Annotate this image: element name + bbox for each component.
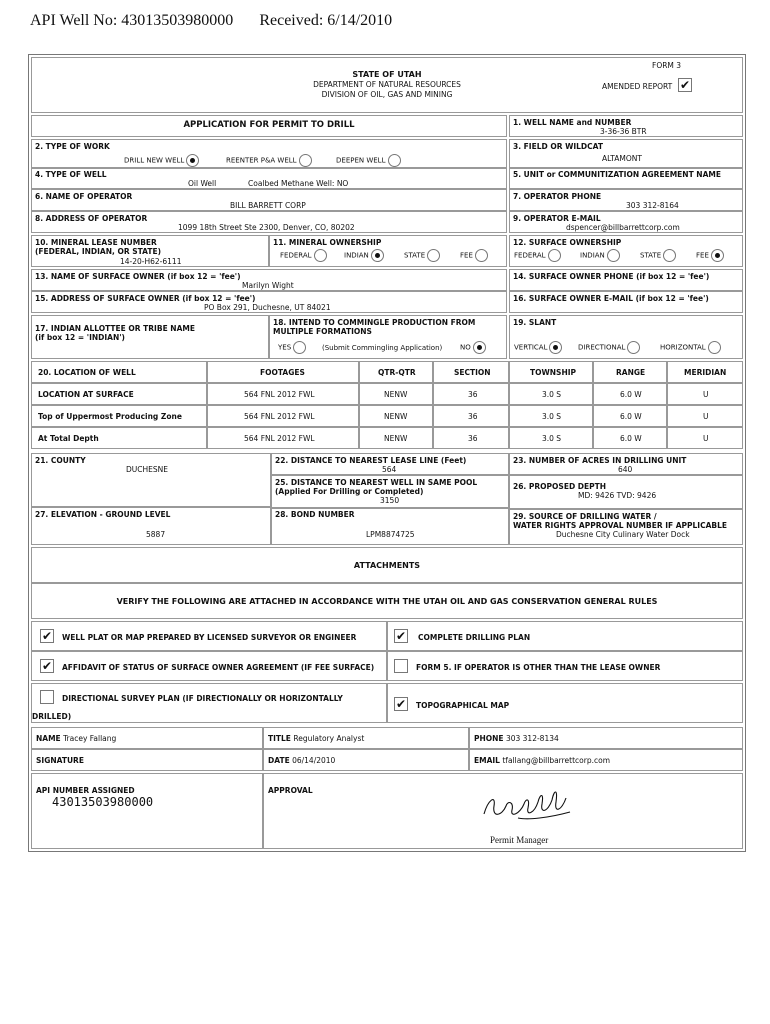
radio-icon bbox=[427, 249, 440, 262]
row-label bbox=[31, 427, 207, 449]
allottee-cell bbox=[31, 315, 269, 359]
field-label: 3. FIELD OR WILDCAT bbox=[513, 142, 604, 151]
permit-form bbox=[28, 54, 746, 852]
county-value: DUCHESNE bbox=[126, 465, 168, 474]
department-title: DEPARTMENT OF NATURAL RESOURCES bbox=[313, 80, 461, 89]
api-well-number: API Well No: 43013503980000 bbox=[30, 12, 234, 29]
coalbed-methane-value: Coalbed Methane Well: NO bbox=[248, 179, 349, 188]
cell: LOCATION AT SURFACE bbox=[38, 390, 134, 399]
slant-vertical-option[interactable] bbox=[514, 341, 562, 354]
cell: 564 FNL 2012 FWL bbox=[244, 434, 315, 443]
radio-icon bbox=[371, 249, 384, 262]
surface-fee-option[interactable] bbox=[696, 249, 724, 262]
section-cell bbox=[433, 383, 509, 405]
radio-icon bbox=[548, 249, 561, 262]
radio-icon bbox=[475, 249, 488, 262]
surface-owner-phone-cell bbox=[509, 269, 743, 291]
section-cell bbox=[433, 405, 509, 427]
attachment-topo-map[interactable] bbox=[387, 683, 743, 723]
surface-address-value: PO Box 291, Duchesne, UT 84021 bbox=[204, 303, 331, 312]
lease-line-value: 564 bbox=[382, 465, 397, 474]
lease-value: 14-20-H62-6111 bbox=[120, 257, 182, 266]
footages-cell bbox=[207, 427, 359, 449]
meridian-cell bbox=[667, 383, 743, 405]
address-label: 8. ADDRESS OF OPERATOR bbox=[35, 214, 148, 223]
header-cell: RANGE bbox=[616, 368, 646, 377]
surface-indian-option[interactable] bbox=[580, 249, 620, 262]
cell: NENW bbox=[384, 434, 408, 443]
attachments-title: ATTACHMENTS bbox=[353, 561, 421, 570]
attachment-label: WELL PLAT OR MAP PREPARED BY LICENSED SURVEYOR OR ENGINEER bbox=[62, 633, 357, 642]
field-value: 303 312-8134 bbox=[505, 734, 559, 743]
signature-label: SIGNATURE bbox=[36, 756, 84, 765]
attachment-label: COMPLETE DRILLING PLAN bbox=[418, 633, 531, 642]
surface-owner-phone-label: 14. SURFACE OWNER PHONE (if box 12 = 'fee') bbox=[513, 272, 710, 281]
location-header bbox=[31, 361, 207, 383]
cell: 3.0 S bbox=[542, 412, 562, 421]
email-label: 9. OPERATOR E-MAIL bbox=[513, 214, 601, 223]
radio-icon bbox=[314, 249, 327, 262]
application-title: APPLICATION FOR PERMIT TO DRILL bbox=[183, 120, 355, 130]
lease-label: 10. MINERAL LEASE NUMBER bbox=[35, 238, 157, 247]
api-assigned-value: 43013503980000 bbox=[52, 795, 154, 809]
bond-cell bbox=[271, 507, 509, 545]
near-well-label: 25. DISTANCE TO NEAREST WELL IN SAME POOL bbox=[275, 478, 478, 487]
surface-email-cell bbox=[509, 291, 743, 313]
received-date: Received: 6/14/2010 bbox=[259, 12, 393, 29]
surface-owner-label: 13. NAME OF SURFACE OWNER (if box 12 = 'fee') bbox=[35, 272, 241, 281]
api-assigned-label: API NUMBER ASSIGNED bbox=[36, 786, 135, 795]
footages-cell bbox=[207, 383, 359, 405]
email-value: dspencer@billbarrettcorp.com bbox=[566, 223, 680, 232]
field-value: tfallang@billbarrettcorp.com bbox=[502, 756, 611, 765]
api-assigned-cell bbox=[31, 773, 263, 849]
attachment-form5[interactable] bbox=[387, 651, 743, 681]
option-label: DIRECTIONAL bbox=[578, 343, 626, 352]
option-label: REENTER P&A WELL bbox=[226, 156, 297, 165]
township-header bbox=[509, 361, 593, 383]
address-cell bbox=[31, 211, 507, 233]
depth-cell bbox=[509, 475, 743, 509]
allottee-label: 17. INDIAN ALLOTTEE OR TRIBE NAME bbox=[35, 324, 195, 333]
cell: Top of Uppermost Producing Zone bbox=[38, 412, 182, 421]
slant-horizontal-option[interactable] bbox=[660, 341, 721, 354]
cell: U bbox=[703, 390, 709, 399]
near-well-cell bbox=[271, 475, 509, 509]
depth-label: 26. PROPOSED DEPTH bbox=[513, 482, 607, 491]
amended-report-label: AMENDED REPORT bbox=[602, 82, 673, 91]
range-cell bbox=[593, 405, 667, 427]
township-cell bbox=[509, 405, 593, 427]
acres-cell bbox=[509, 453, 743, 475]
option-label: DEEPEN WELL bbox=[336, 156, 386, 165]
cell: 36 bbox=[468, 434, 478, 443]
date-line bbox=[268, 756, 335, 765]
meridian-header bbox=[667, 361, 743, 383]
mineral-federal-option[interactable] bbox=[280, 249, 327, 262]
qtr-cell bbox=[359, 427, 433, 449]
footages-cell bbox=[207, 405, 359, 427]
title-block bbox=[31, 57, 743, 113]
elevation-label: 27. ELEVATION - GROUND LEVEL bbox=[35, 510, 171, 519]
operator-value: BILL BARRETT CORP bbox=[230, 201, 306, 210]
acres-label: 23. NUMBER OF ACRES IN DRILLING UNIT bbox=[513, 456, 687, 465]
type-of-well-cell bbox=[31, 167, 507, 189]
deepen-well-option[interactable] bbox=[336, 154, 401, 167]
option-label: DRILL NEW WELL bbox=[124, 156, 185, 165]
elevation-value: 5887 bbox=[146, 530, 166, 539]
qtr-cell bbox=[359, 383, 433, 405]
contact-title-line bbox=[268, 734, 364, 743]
field-label: TITLE bbox=[268, 734, 291, 743]
range-header bbox=[593, 361, 667, 383]
cell: 564 FNL 2012 FWL bbox=[244, 412, 315, 421]
range-cell bbox=[593, 383, 667, 405]
radio-icon bbox=[607, 249, 620, 262]
acres-value: 640 bbox=[618, 465, 633, 474]
field-value: Regulatory Analyst bbox=[293, 734, 365, 743]
attachment-affidavit[interactable] bbox=[31, 651, 387, 681]
header-cell: QTR-QTR bbox=[378, 368, 416, 377]
email-cell bbox=[509, 211, 743, 233]
cell: 6.0 W bbox=[620, 434, 642, 443]
option-label: STATE bbox=[404, 251, 426, 260]
near-well-sublabel: (Applied For Drilling or Completed) bbox=[275, 487, 424, 496]
check-icon: ✔ bbox=[41, 659, 53, 673]
field-label: EMAIL bbox=[474, 756, 500, 765]
type-of-work-cell bbox=[31, 139, 507, 169]
app-title-cell bbox=[31, 115, 507, 137]
approval-signature bbox=[478, 780, 578, 828]
drill-new-well-option[interactable] bbox=[124, 154, 199, 167]
radio-icon bbox=[293, 341, 306, 354]
field-label: DATE bbox=[268, 756, 290, 765]
contact-email-line bbox=[474, 756, 610, 765]
cell: 36 bbox=[468, 390, 478, 399]
surface-owner-cell bbox=[31, 269, 507, 291]
section-cell bbox=[433, 427, 509, 449]
cell: 3.0 S bbox=[542, 434, 562, 443]
commingle-cell bbox=[269, 315, 507, 359]
surface-address-cell bbox=[31, 291, 507, 313]
field-label: NAME bbox=[36, 734, 61, 743]
commingle-note: (Submit Commingling Application) bbox=[322, 344, 443, 352]
attachment-label: TOPOGRAPHICAL MAP bbox=[416, 701, 510, 710]
water-cell bbox=[509, 509, 743, 545]
division-title: DIVISION OF OIL, GAS AND MINING bbox=[321, 90, 453, 99]
option-label: STATE bbox=[640, 251, 662, 260]
check-icon: ✔ bbox=[395, 629, 407, 643]
state-title: STATE OF UTAH bbox=[352, 70, 422, 79]
option-label: HORIZONTAL bbox=[660, 343, 706, 352]
surface-email-label: 16. SURFACE OWNER E-MAIL (if box 12 = 'fee') bbox=[513, 294, 709, 303]
form-number: FORM 3 bbox=[652, 61, 682, 70]
option-label: INDIAN bbox=[580, 251, 605, 260]
mineral-state-option[interactable] bbox=[404, 249, 440, 262]
radio-icon bbox=[627, 341, 640, 354]
option-label: INDIAN bbox=[344, 251, 369, 260]
cell: NENW bbox=[384, 390, 408, 399]
field-value: ALTAMONT bbox=[602, 154, 642, 163]
empty-checkbox-icon bbox=[40, 690, 54, 704]
attachment-label: FORM 5. IF OPERATOR IS OTHER THAN THE LEASE OWNER bbox=[416, 663, 661, 672]
water-sublabel: WATER RIGHTS APPROVAL NUMBER IF APPLICABLE bbox=[513, 521, 728, 530]
mineral-fee-option[interactable] bbox=[460, 249, 488, 262]
check-icon: ✔ bbox=[41, 629, 53, 643]
date-cell bbox=[263, 749, 469, 771]
cell: 6.0 W bbox=[620, 412, 642, 421]
lease-line-cell bbox=[271, 453, 509, 475]
empty-checkbox-icon bbox=[394, 659, 408, 673]
type-of-work-label: 2. TYPE OF WORK bbox=[35, 142, 110, 151]
water-value: Duchesne City Culinary Water Dock bbox=[556, 530, 690, 539]
phone-cell bbox=[509, 189, 743, 211]
oil-well-value: Oil Well bbox=[188, 179, 217, 188]
radio-icon bbox=[473, 341, 486, 354]
radio-icon bbox=[711, 249, 724, 262]
field-cell bbox=[509, 139, 743, 169]
cell: 3.0 S bbox=[542, 390, 562, 399]
county-label: 21. COUNTY bbox=[35, 456, 86, 465]
option-label: FEE bbox=[460, 251, 473, 260]
attachment-directional-survey[interactable] bbox=[31, 683, 387, 723]
header-cell: MERIDIAN bbox=[684, 368, 727, 377]
cell: NENW bbox=[384, 412, 408, 421]
field-value: 06/14/2010 bbox=[292, 756, 336, 765]
approval-label: APPROVAL bbox=[268, 786, 313, 795]
commingle-yes-option[interactable] bbox=[278, 341, 306, 354]
option-label: FEE bbox=[696, 251, 709, 260]
well-name-cell bbox=[509, 115, 743, 137]
attachment-label: DIRECTIONAL SURVEY PLAN (IF DIRECTIONALLY OR HORIZONTALLY bbox=[62, 694, 343, 703]
approver-title: Permit Manager bbox=[490, 835, 549, 845]
contact-name-cell bbox=[31, 727, 263, 749]
attachment-label: AFFIDAVIT OF STATUS OF SURFACE OWNER AGREEMENT (IF FEE SURFACE) bbox=[62, 663, 375, 672]
phone-value: 303 312-8164 bbox=[626, 201, 679, 210]
unit-cell bbox=[509, 167, 743, 189]
header-cell: 20. LOCATION OF WELL bbox=[38, 368, 136, 377]
surface-state-option[interactable] bbox=[640, 249, 676, 262]
header-cell: SECTION bbox=[454, 368, 491, 377]
verify-text: VERIFY THE FOLLOWING ARE ATTACHED IN ACCORDANCE WITH THE UTAH OIL AND GAS CONSERVATION GENERAL RULES bbox=[116, 597, 658, 606]
mineral-indian-option[interactable] bbox=[344, 249, 384, 262]
cell: 36 bbox=[468, 412, 478, 421]
page-header bbox=[30, 12, 414, 30]
section-header bbox=[433, 361, 509, 383]
contact-name-line bbox=[36, 734, 116, 743]
bond-label: 28. BOND NUMBER bbox=[275, 510, 355, 519]
mineral-ownership-label: 11. MINERAL OWNERSHIP bbox=[273, 238, 382, 247]
option-label: NO bbox=[460, 343, 471, 352]
contact-phone-cell bbox=[469, 727, 743, 749]
county-cell bbox=[31, 453, 271, 507]
meridian-cell bbox=[667, 427, 743, 449]
option-label: FEDERAL bbox=[514, 251, 546, 260]
bond-value: LPM8874725 bbox=[366, 530, 415, 539]
field-value: Tracey Fallang bbox=[63, 734, 117, 743]
radio-icon bbox=[708, 341, 721, 354]
township-cell bbox=[509, 383, 593, 405]
option-label: VERTICAL bbox=[514, 343, 548, 352]
signature-cell bbox=[31, 749, 263, 771]
option-label: FEDERAL bbox=[280, 251, 312, 260]
check-icon: ✔ bbox=[395, 697, 407, 711]
attachment-well-plat[interactable] bbox=[31, 621, 387, 651]
well-name-value: 3-36-36 BTR bbox=[600, 127, 647, 136]
cell: 6.0 W bbox=[620, 390, 642, 399]
near-well-value: 3150 bbox=[380, 496, 400, 505]
phone-label: 7. OPERATOR PHONE bbox=[513, 192, 602, 201]
verify-cell bbox=[31, 583, 743, 619]
reenter-well-option[interactable] bbox=[226, 154, 312, 167]
radio-icon bbox=[549, 341, 562, 354]
header-cell: FOOTAGES bbox=[260, 368, 305, 377]
amended-report-checkbox[interactable] bbox=[678, 78, 692, 92]
cell: At Total Depth bbox=[38, 434, 99, 443]
qtr-header bbox=[359, 361, 433, 383]
meridian-cell bbox=[667, 405, 743, 427]
commingle-sublabel: MULTIPLE FORMATIONS bbox=[273, 327, 372, 336]
footages-header bbox=[207, 361, 359, 383]
check-icon: ✔ bbox=[679, 78, 691, 92]
type-of-well-label: 4. TYPE OF WELL bbox=[35, 170, 107, 179]
commingle-label: 18. INTEND TO COMMINGLE PRODUCTION FROM bbox=[273, 318, 476, 327]
well-name-label: 1. WELL NAME and NUMBER bbox=[513, 118, 632, 127]
contact-title-cell bbox=[263, 727, 469, 749]
qtr-cell bbox=[359, 405, 433, 427]
radio-icon bbox=[663, 249, 676, 262]
lease-sublabel: (FEDERAL, INDIAN, OR STATE) bbox=[35, 247, 162, 256]
commingle-no-option[interactable] bbox=[460, 341, 486, 354]
cell: 564 FNL 2012 FWL bbox=[244, 390, 315, 399]
row-label bbox=[31, 405, 207, 427]
unit-label: 5. UNIT or COMMUNITIZATION AGREEMENT NAME bbox=[513, 170, 721, 179]
field-label: PHONE bbox=[474, 734, 504, 743]
surface-ownership-label: 12. SURFACE OWNERSHIP bbox=[513, 238, 622, 247]
slant-label: 19. SLANT bbox=[513, 318, 557, 327]
surface-owner-value: Marilyn Wight bbox=[242, 281, 294, 290]
mineral-ownership-cell bbox=[269, 235, 507, 267]
operator-cell bbox=[31, 189, 507, 211]
range-cell bbox=[593, 427, 667, 449]
header-cell: TOWNSHIP bbox=[530, 368, 577, 377]
radio-icon bbox=[186, 154, 199, 167]
surface-federal-option[interactable] bbox=[514, 249, 561, 262]
contact-email-cell bbox=[469, 749, 743, 771]
radio-icon bbox=[299, 154, 312, 167]
surface-ownership-cell bbox=[509, 235, 743, 267]
operator-label: 6. NAME OF OPERATOR bbox=[35, 192, 133, 201]
attachment-drilling-plan[interactable] bbox=[387, 621, 743, 651]
address-value: 1099 18th Street Ste 2300, Denver, CO, 80202 bbox=[178, 223, 355, 232]
cell: U bbox=[703, 412, 709, 421]
water-label: 29. SOURCE OF DRILLING WATER / bbox=[513, 512, 657, 521]
lease-line-label: 22. DISTANCE TO NEAREST LEASE LINE (Feet) bbox=[275, 456, 467, 465]
allottee-sublabel: (if box 12 = 'INDIAN') bbox=[35, 333, 125, 342]
township-cell bbox=[509, 427, 593, 449]
radio-icon bbox=[388, 154, 401, 167]
surface-address-label: 15. ADDRESS OF SURFACE OWNER (if box 12 = 'fee') bbox=[35, 294, 256, 303]
depth-value: MD: 9426 TVD: 9426 bbox=[578, 491, 657, 500]
option-label: YES bbox=[278, 343, 292, 352]
slant-directional-option[interactable] bbox=[578, 341, 640, 354]
contact-phone-line bbox=[474, 734, 559, 743]
slant-cell bbox=[509, 315, 743, 359]
approval-cell bbox=[263, 773, 743, 849]
attachment-label-cont: DRILLED) bbox=[32, 712, 72, 721]
cell: U bbox=[703, 434, 709, 443]
row-label bbox=[31, 383, 207, 405]
attachments-title-cell bbox=[31, 547, 743, 583]
elevation-cell bbox=[31, 507, 271, 545]
lease-cell bbox=[31, 235, 269, 267]
